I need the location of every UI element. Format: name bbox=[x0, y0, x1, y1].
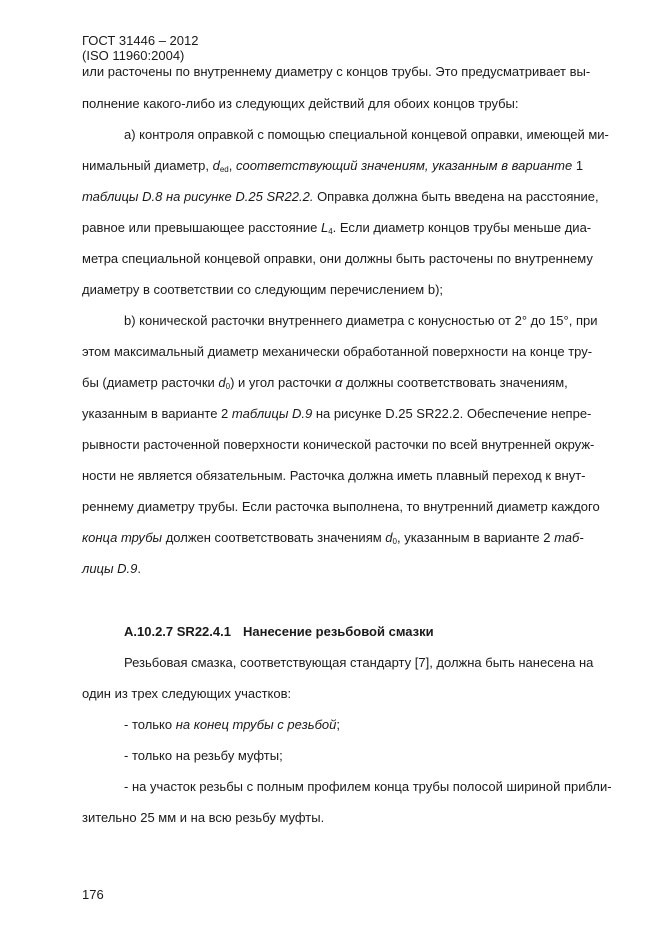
paragraph-line: бы (диаметр расточки $d_0$) и угол расточки α должны соответствовать значениям, bbox=[82, 375, 568, 391]
list-item: - только на конец трубы с резьбой; bbox=[124, 717, 340, 732]
paragraph-line: реннему диаметру трубы. Если расточка выполнена, то внутренний диаметр каждого bbox=[82, 499, 600, 514]
paragraph-line: рывности расточенной поверхности конической расточки по всей внутренней окруж- bbox=[82, 437, 595, 452]
paragraph-line: один из трех следующих участков: bbox=[82, 686, 292, 701]
list-item: - на участок резьбы с полным профилем конца трубы полосой шириной прибли- bbox=[124, 779, 612, 794]
list-item-a: a) контроля оправкой с помощью специальной концевой оправки, имеющей ми- bbox=[124, 127, 609, 142]
section-heading: A.10.2.7 SR22.4.1 Нанесение резьбовой смазки bbox=[124, 624, 434, 639]
list-item-b: b) конической расточки внутреннего диаметра с конусностью от 2° до 15°, при bbox=[124, 313, 598, 328]
paragraph-line: лицы D.9. bbox=[82, 561, 142, 576]
paragraph-line: полнение какого-либо из следующих действий для обоих концов трубы: bbox=[82, 96, 519, 111]
paragraph-line: метра специальной концевой оправки, они должны быть расточены по внутреннему bbox=[82, 251, 593, 266]
page-number: 176 bbox=[82, 887, 104, 902]
paragraph-line: ности не является обязательным. Расточка должна иметь плавный переход к внут- bbox=[82, 468, 586, 483]
paragraph-line: таблицы D.8 на рисунке D.25 SR22.2. Оправка должна быть введена на расстояние, bbox=[82, 189, 599, 204]
list-item: - только на резьбу муфты; bbox=[124, 748, 283, 763]
paragraph-line: Резьбовая смазка, соответствующая стандарту [7], должна быть нанесена на bbox=[124, 655, 594, 670]
paragraph-line: равное или превышающее расстояние $L_4$. Если диаметр концов трубы меньше диа- bbox=[82, 220, 592, 236]
standard-header: ГОСТ 31446 – 2012 bbox=[82, 33, 199, 48]
paragraph-line: или расточены по внутреннему диаметру с концов трубы. Это предусматривает вы- bbox=[82, 64, 591, 79]
iso-header: (ISO 11960:2004) bbox=[82, 48, 185, 63]
paragraph-line: нимальный диаметр, $d_{ed}$, соответствующий значениям, указанным в варианте 1 bbox=[82, 158, 584, 174]
paragraph-line: этом максимальный диаметр механически обработанной поверхности на конце тру- bbox=[82, 344, 593, 359]
paragraph-line: зительно 25 мм и на всю резьбу муфты. bbox=[82, 810, 325, 825]
paragraph-line: конца трубы должен соответствовать значениям $d_0$, указанным в варианте 2 таб- bbox=[82, 530, 584, 546]
paragraph-line: диаметру в соответствии со следующим перечислением b); bbox=[82, 282, 444, 297]
paragraph-line: указанным в варианте 2 таблицы D.9 на рисунке D.25 SR22.2. Обеспечение непре- bbox=[82, 406, 592, 421]
